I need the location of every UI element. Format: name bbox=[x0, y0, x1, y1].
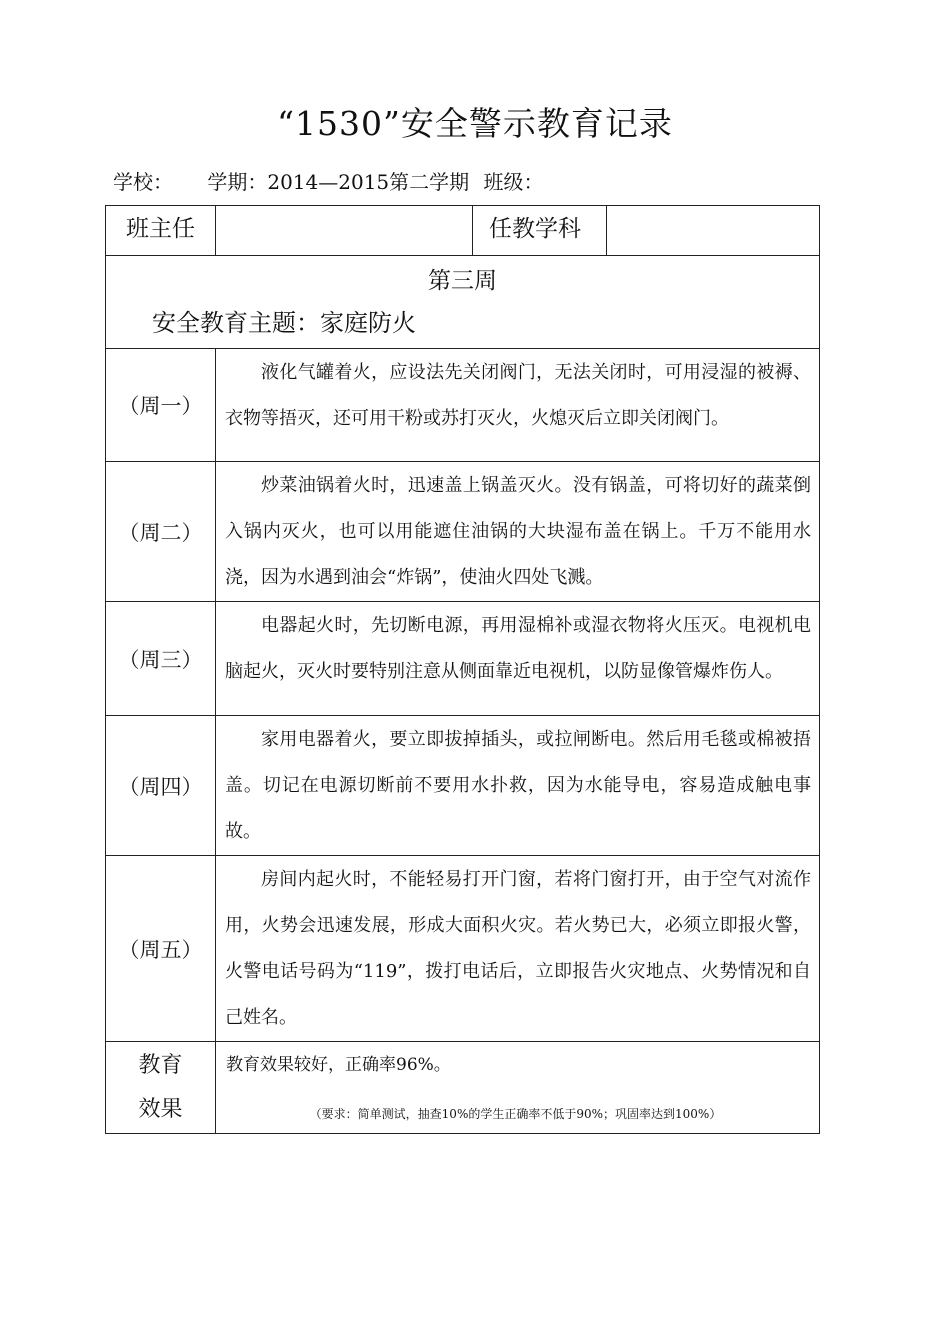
day-content bbox=[216, 856, 820, 1042]
effect-cell bbox=[216, 1042, 820, 1134]
day-content bbox=[216, 602, 820, 716]
day-row bbox=[106, 856, 820, 1042]
head-teacher-label: 班主任 bbox=[106, 206, 216, 256]
effect-label-line2: 效果 bbox=[138, 1096, 183, 1122]
day-content-text: 家用电器着火，要立即拔掉插头，或拉闸断电。然后用毛毯或棉被捂盖。切记在电源切断前不要用水扑救，因为水能导电，容易造成触电事故。 bbox=[225, 729, 811, 842]
safety-theme: 安全教育主题：家庭防火 bbox=[152, 309, 416, 337]
day-row bbox=[106, 462, 820, 602]
day-content bbox=[216, 349, 820, 462]
effect-text: 教育效果较好，正确率96%。 bbox=[226, 1055, 451, 1075]
day-content-text: 电器起火时，先切断电源，再用湿棉补或湿衣物将火压灭。电视机电脑起火，灭火时要特别注意从侧面靠近电视机，以防显像管爆炸伤人。 bbox=[225, 615, 811, 682]
subject-label: 任教学科 bbox=[473, 206, 607, 256]
day-label: （周一） bbox=[106, 349, 216, 462]
record-meta bbox=[113, 166, 572, 195]
effect-label bbox=[106, 1042, 216, 1134]
day-label: （周二） bbox=[106, 462, 216, 602]
day-label: （周五） bbox=[106, 856, 216, 1042]
effect-label-line1: 教育 bbox=[138, 1052, 183, 1078]
week-theme-cell bbox=[106, 256, 820, 349]
day-content-text: 房间内起火时，不能轻易打开门窗，若将门窗打开，由于空气对流作用，火势会迅速发展，形成大面积火灾。若火势已大，必须立即报火警，火警电话号码为“119”，拨打电话后，立即报告火灾地点、火势情况和自己姓名。 bbox=[225, 869, 811, 1028]
subject-value bbox=[607, 206, 820, 256]
page-title: “1530”安全警示教育记录 bbox=[277, 104, 673, 143]
week-theme-row bbox=[106, 256, 820, 349]
day-content bbox=[216, 716, 820, 856]
effect-requirement: （要求：简单测试，抽查10%的学生正确率不低于90%；巩固率达到100%） bbox=[309, 1107, 722, 1121]
class-label: 班级： bbox=[483, 170, 544, 194]
day-row bbox=[106, 349, 820, 462]
day-row bbox=[106, 716, 820, 856]
teacher-row bbox=[106, 206, 820, 256]
day-content-text: 炒菜油锅着火时，迅速盖上锅盖灭火。没有锅盖，可将切好的蔬菜倒入锅内灭火，也可以用能遮住油锅的大块湿布盖在锅上。千万不能用水浇，因为水遇到油会“炸锅”，使油火四处飞溅。 bbox=[225, 475, 811, 588]
effect-row bbox=[106, 1042, 820, 1134]
day-row bbox=[106, 602, 820, 716]
day-label: （周四） bbox=[106, 716, 216, 856]
semester-text: 学期：2014—2015第二学期 bbox=[207, 170, 470, 194]
day-content bbox=[216, 462, 820, 602]
head-teacher-value bbox=[216, 206, 473, 256]
record-table bbox=[105, 205, 820, 1134]
day-label: （周三） bbox=[106, 602, 216, 716]
week-title: 第三周 bbox=[428, 268, 497, 294]
day-content-text: 液化气罐着火，应设法先关闭阀门，无法关闭时，可用浸湿的被褥、衣物等捂灭，还可用干粉或苏打灭火，火熄灭后立即关闭阀门。 bbox=[225, 362, 811, 429]
school-label: 学校： bbox=[113, 170, 173, 194]
